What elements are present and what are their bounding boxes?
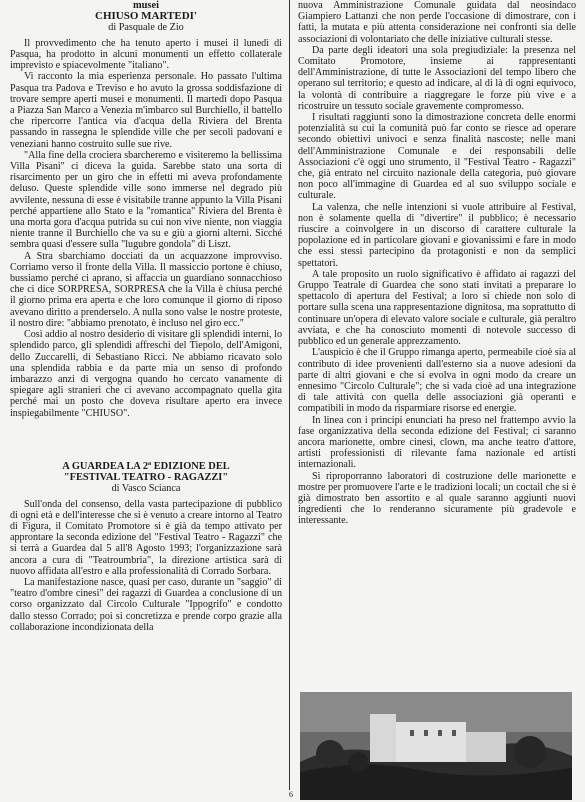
article2-paragraph: In linea con i principi enunciati ha preso nel frattempo avvio la fase organizzativa della seconda edizione del Festival; ci saranno ancora marionette, ombre cinesi, clown, ma anche teatro d'attore, artisti professionisti di rilevante fama nazionale ed artisti internazionali.	[298, 414, 576, 471]
article2-paragraph: L'auspicio è che il Gruppo rimanga aperto, permeabile cioè sia al contributo di idee provenienti dall'esterno sia a nuove adesioni da parte di altri giovani e che si evolva in ogni modo da creare un ennesimo "Circolo Culturale"; che si vada cioè ad una integrazione di tale attività con quella delle associazioni già operanti e compatibili in modo da risparmiare risorse ed energie.	[298, 347, 576, 415]
article2-paragraph: Da parte degli ideatori una sola pregiudiziale: la presenza nel Comitato Promotore, insieme ai rappresentanti dell'Amministrazione, di tutte le Associazioni del tempo libero che operano sul territorio; e questo ad indicare, al di là di ogni equivoco, la volontà di contribuire a riaggregare le forze più vive e a ricostruire un tessuto sociale gravemente compromesso.	[298, 44, 576, 112]
right-column	[298, 0, 576, 527]
article1-paragraph: Il provvedimento che ha tenuto aperto i musei il lunedì di Pasqua, ha prodotto in alcuni monumenti un effetto collaterale imprevisto e spiacevolmente "italiano".	[10, 37, 282, 72]
article2-paragraph: I risultati raggiunti sono la dimostrazione concreta delle enormi potenzialità su cui la comunità può far conto se riesce ad operare secondo obiettivi univoci e senza finalità nascoste; nelle mani dell'Amministrazione Comunale e dei responsabili delle Associazioni c'è oggi uno strumento, il "Festival Teatro - Ragazzi" che, già entrato nel circuito nazionale della categoria, può giovare non poco all'immagine di Guardea ed al suo sviluppo sociale e culturale.	[298, 112, 576, 202]
article1-title: CHIUSO MARTEDI'	[95, 10, 197, 23]
article2-paragraph: A tale proposito un ruolo significativo è affidato ai ragazzi del Gruppo Teatrale di Guardea che sono stati invitati a preparare lo spettacolo di apertura del Festival; a loro si chiede non solo di portare sulla scena una rappresentazione dignitosa, ma soprattutto di continuare un'opera di elevato valore sociale e culturale, già peraltro avviata, e che ha conosciuto momenti di notevole successo di pubblico ed un generale apprezzamento.	[298, 268, 576, 348]
article2-paragraph: La valenza, che nelle intenzioni si vuole attribuire al Festival, non è solamente quella di "divertire" il pubblico; è necessario riuscire a coinvolgere in un discorso di carattere culturale la popolazione ed in particolare giovani e giovanissimi e fare in modo che essi stessi partecipino da protagonisti e non da semplici spettatori.	[298, 201, 576, 269]
article2-title-line2: "FESTIVAL TEATRO - RAGAZZI"	[63, 471, 229, 483]
article2-byline: di Vasco Scianca	[111, 483, 181, 495]
article1-paragraph: "Alla fine della crociera sbarcheremo e visiteremo la bellissima Villa Pisani" ci diceva la guida. Sarebbe stato una sorta di risarcimento per un giro che in effetti mi aveva profondamente deluso. Queste splendide ville sono immerse nel degrado più avvilente, nessuna di esse è visitabile tranne appunto la Villa Pisani perché appartiene allo Stato e la "romantica" Riviera del Brenta è una morta gora d'acqua putrida su cui non vive niente, non viaggia niente tranne il Burchiello che va su e giù a giorni alterni. Sicché sembra quasi d'essere sulla "lugubre gondola" di Liszt.	[10, 149, 282, 251]
article2-title-line1: A GUARDEA LA 2ª EDIZIONE DEL	[62, 460, 230, 472]
article2-paragraph: La manifestazione nasce, quasi per caso, durante un "saggio" di "teatro d'ombre cinesi" dei ragazzi di Guardea a conclusione di un corso organizzato dal Circolo Culturale "Ippogrifo" e condotto dallo stesso Corrado; poi si concretizza e prende corpo grazie alla collaborazione incondizionata della	[10, 576, 282, 633]
left-column	[10, 0, 282, 633]
article1-byline: di Pasquale de Zio	[108, 22, 184, 34]
castle-photo	[300, 692, 572, 800]
article1-paragraph: Vi racconto la mia esperienza personale. Ho passato l'ultima Pasqua tra Padova e Treviso e ho avuto la grossa soddisfazione di trovare sempre aperti musei e monumenti. Il martedì dopo Pasqua a Piazza San Marco a Venezia m'imbarco sul Burchiello, il battello che ripercorre l'antica via d'acqua della Riviera del Brenta passando in rassegna le splendide ville che per secoli padovani e veneziani hanno costruito sulle sue rive.	[10, 71, 282, 150]
page-number: 6	[289, 790, 293, 799]
article2-paragraph: Si riproporranno laboratori di costruzione delle marionette e mostre per promuovere l'arte e le tradizioni locali; un coctail che si è già dimostrato ben assortito e al quale saranno aggiunti nuovi ingredienti che lo renderanno sicuramente più gradevole e interessante.	[298, 470, 576, 527]
article2-paragraph: nuova Amministrazione Comunale guidata dal neosindaco Giampiero Lattanzi che non perde l'occasione di dimostrare, con i fatti, la mutata e più attenta considerazione nei confronti sia delle associazioni di volontariato che delle iniziative culturali stesse.	[298, 0, 576, 45]
column-divider	[289, 0, 290, 790]
castle-photo-drawing	[300, 692, 572, 800]
article1-paragraph: Così addio al nostro desiderio di visitare gli splendidi interni, lo splendido parco, gli splendidi affreschi del Tiepolo, dell'Amigoni, dello Zuccarelli, di Sebastiano Ricci. Ne abbiamo ricavato solo una splendida rabbia e da parte mia un senso di profondo imbarazzo anzi di vergogna quando ho cercato vanamente di spiegare agli stranieri che ci avevano accompagnato quella gita perché mai un posto che doveva risultare aperto era invece inspiegabilmente "CHIUSO".	[10, 329, 282, 419]
article2-paragraph: Sull'onda del consenso, della vasta partecipazione di pubblico di ogni età e dell'interesse che si è venuto a creare intorno al Teatro di Figura, il Comitato Promotore si è già da tempo attivato per approntare la seconda edizione del "Festival Teatro - Ragazzi" che si terrà a Guardea dal 5 all'8 Agosto 1993; l'organizzazione sarà ancora a cura di "Teatroumbria", la direzione artistica sarà di nuovo affidata all'estro e alla professionalità di Corrado Sorbara.	[10, 498, 282, 577]
article1-paragraph: A Stra sbarchiamo docciati da un acquazzone improvviso. Corriamo verso il fronte della Villa. Il massiccio portone è chiuso, bussiamo perché ci aprano, si affaccia un guardiano sonnacchioso che ci dice SORPRESA, SORPRESA che la Villa è chiusa perché il giorno prima era aperta e che loro comunque il giorno di riposo avevano diritto a prenderselo. A nulla sono valse le nostre proteste, il nostro dire: "abbiamo prenotato, è incluso nel giro ecc."	[10, 250, 282, 329]
section-kicker: musei	[133, 0, 159, 11]
